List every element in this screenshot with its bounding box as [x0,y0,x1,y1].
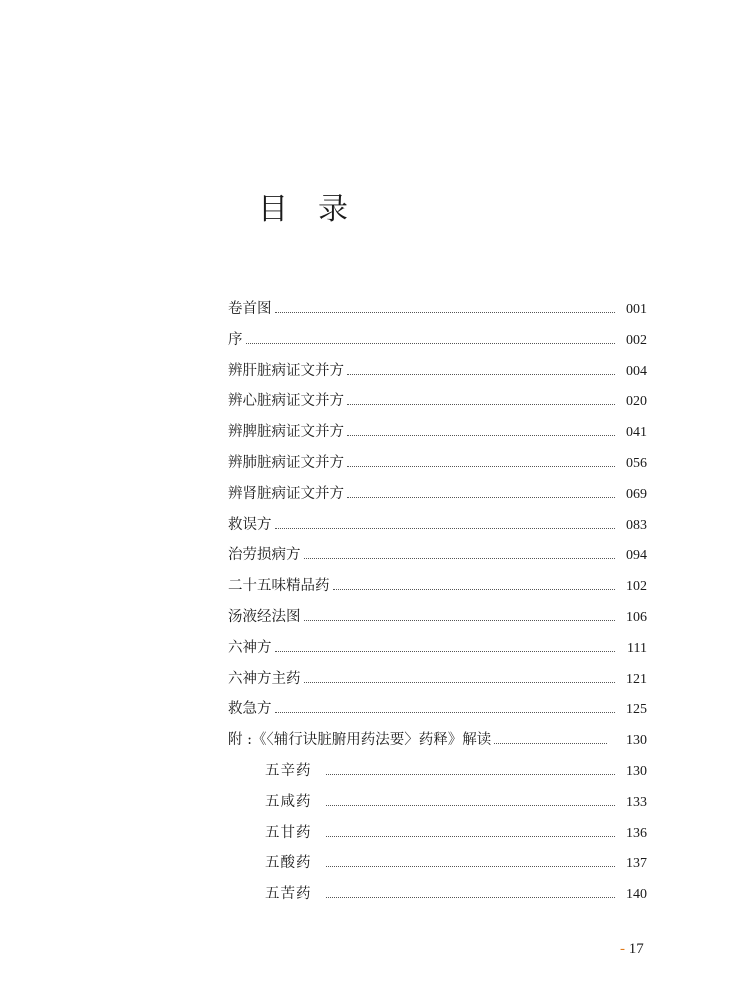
toc-entry[interactable] [228,636,647,667]
toc-entry[interactable] [228,389,647,420]
toc-entry[interactable] [228,605,647,636]
toc-entry[interactable] [228,513,647,544]
toc-entry-label: 六神方 [228,639,272,656]
toc-entry-label: 六神方主药 [228,670,301,687]
folio-number: 17 [628,941,644,957]
toc-subentry-page: 133 [626,794,647,810]
toc-entry-page: 121 [626,671,647,687]
toc-subentry[interactable] [228,759,647,790]
toc-entry-page: 083 [626,517,647,533]
toc-leader-dots [275,711,616,713]
table-of-contents [228,297,647,913]
toc-leader-dots [326,835,615,837]
toc-leader-dots [275,311,616,313]
toc-entry-page: 106 [626,609,647,625]
toc-leader-dots [333,588,616,590]
toc-leader-dots [326,865,615,867]
toc-entry-page: 069 [626,486,647,502]
toc-subentry-page: 130 [626,763,647,779]
toc-entry-label: 卷首图 [228,301,272,317]
toc-leader-dots [304,681,616,683]
toc-entry[interactable] [228,328,647,359]
toc-leader-dots [275,650,616,652]
toc-entry-label: 辨肺脏病证文并方 [228,454,344,471]
toc-leader-dots [246,342,616,344]
toc-entry-label: 附 :《〈辅行诀脏腑用药法要〉药释》解读 [228,732,492,749]
toc-entry[interactable] [228,420,647,451]
toc-leader-dots [347,434,615,436]
toc-entry-page: 102 [626,579,647,595]
toc-entry-label: 汤液经法图 [228,608,301,625]
toc-leader-dots [494,742,607,744]
toc-entry-page: 125 [626,702,647,718]
toc-entry-label: 救急方 [228,701,272,718]
toc-entry-page: 094 [626,548,647,564]
toc-entry[interactable] [228,297,647,328]
toc-leader-dots [326,773,615,775]
toc-entry-page: 130 [626,733,647,749]
toc-entry-page: 020 [626,394,647,410]
toc-subentry-label: 五辛药 [265,762,312,779]
toc-leader-dots [347,465,615,467]
toc-entry[interactable] [228,359,647,390]
toc-entry[interactable] [228,451,647,482]
toc-leader-dots [347,403,615,405]
toc-entry[interactable] [228,482,647,513]
toc-subentry-page: 137 [626,856,647,872]
toc-subentry-label: 五苦药 [265,886,312,903]
toc-entry-page: 004 [626,363,647,379]
toc-entry-label: 序 [228,331,243,348]
toc-entry-label: 救误方 [228,516,272,533]
toc-subentry-label: 五咸药 [265,793,312,810]
toc-leader-dots [304,557,616,559]
toc-subentry[interactable] [228,851,647,882]
toc-entry-label: 二十五味精品药 [228,578,330,595]
toc-subentry-page: 136 [626,825,647,841]
toc-entry-label: 辨心脏病证文并方 [228,393,344,410]
toc-entry-page: 041 [626,425,647,441]
toc-entry-label: 辨脾脏病证文并方 [228,424,344,441]
toc-entry-page: 002 [626,332,647,348]
toc-leader-dots [347,373,615,375]
toc-entry-page: 001 [626,302,647,317]
toc-entry[interactable] [228,697,647,728]
toc-entry-appendix[interactable] [228,728,647,759]
toc-leader-dots [326,804,615,806]
toc-subentry[interactable] [228,790,647,821]
toc-entry[interactable] [228,543,647,574]
toc-subentry[interactable] [228,821,647,852]
page-title: 目录 [258,192,378,227]
toc-subentry-label: 五甘药 [265,824,312,841]
toc-entry-label: 治劳损病方 [228,547,301,564]
toc-leader-dots [326,896,615,898]
toc-entry[interactable] [228,667,647,698]
toc-leader-dots [275,527,616,529]
page-number [620,941,644,958]
toc-entry-label: 辨肝脏病证文并方 [228,362,344,379]
toc-subentry[interactable] [228,882,647,913]
toc-leader-dots [347,496,615,498]
toc-leader-dots [304,619,616,621]
folio-dash-mark: - [620,941,625,957]
toc-entry[interactable] [228,574,647,605]
toc-entry-label: 辨肾脏病证文并方 [228,485,344,502]
toc-subentry-label: 五酸药 [265,855,312,872]
toc-entry-page: 056 [626,455,647,471]
toc-subentry-page: 140 [626,887,647,903]
toc-entry-page: 111 [627,640,647,656]
